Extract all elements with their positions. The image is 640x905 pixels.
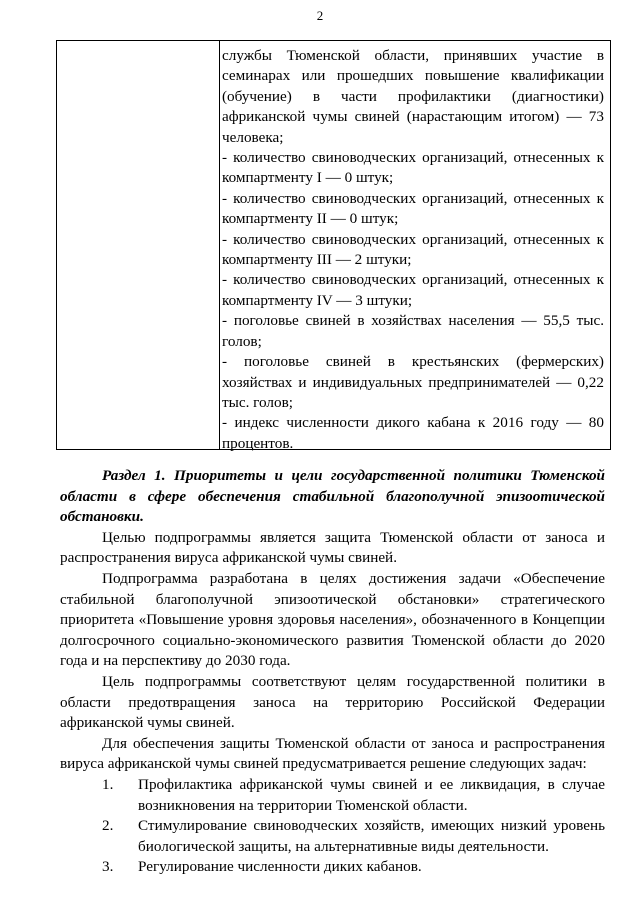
cell-line: - поголовье свиней в крестьянских (фермерских) — [222, 353, 604, 371]
cell-line: - поголовье свиней в хозяйствах населения — 55,5 тыс. — [222, 312, 604, 330]
paragraph: Цель подпрограммы соответствуют целям государственной политики в области предотвращения заноса на территорию Российской Федерации африканской чумы свиней. — [60, 672, 605, 732]
task-number: 1. — [102, 775, 114, 793]
task-text: Регулирование численности диких кабанов. — [138, 858, 422, 876]
paragraph: Целью подпрограммы является защита Тюменской области от заноса и распространения вируса африканской чумы свиней. — [60, 528, 605, 567]
task-text: Профилактика африканской чумы свиней и ее ликвидация, в случае возникновения на территории Тюменской области. — [138, 775, 605, 814]
cell-line: (обучение) в части профилактики (диагностики) — [222, 87, 604, 105]
indicators-table — [56, 40, 611, 450]
table-column-divider — [219, 41, 220, 449]
cell-line: компартменту I — 0 штук; — [222, 169, 394, 187]
cell-line: - индекс численности дикого кабана к 2016 году — 80 — [222, 414, 604, 432]
task-item — [60, 816, 605, 857]
cell-line: человека; — [222, 128, 284, 146]
cell-line: процентов. — [222, 434, 294, 452]
task-number: 2. — [102, 817, 114, 835]
section-heading: Раздел 1. Приоритеты и цели государственной политики Тюменской области в сфере обеспечения стабильной благополучной эпизоотической обстановки. — [60, 467, 605, 526]
task-text: Стимулирование свиноводческих хозяйств, имеющих низкий уровень биологической защиты, на альтернативные виды деятельности. — [138, 817, 605, 855]
cell-line: компартменту IV — 3 штуки; — [222, 291, 413, 309]
task-number: 3. — [102, 858, 114, 876]
cell-line: хозяйствах и индивидуальных предпринимателей — 0,22 — [222, 373, 604, 391]
document-body — [60, 466, 605, 878]
task-item — [60, 857, 605, 878]
table-right-cell — [222, 46, 604, 454]
cell-line: африканской чумы свиней (нарастающим итогом) — 73 — [222, 108, 604, 126]
cell-line: службы Тюменской области, принявших участие в — [222, 47, 604, 64]
task-item — [60, 775, 605, 816]
cell-line: компартменту II — 0 штук; — [222, 210, 399, 228]
cell-line: - количество свиноводческих организаций, отнесенных к — [222, 149, 604, 167]
paragraph: Для обеспечения защиты Тюменской области от заноса и распространения вируса африканской чумы свиней предусматривается решение следующих задач: — [60, 734, 605, 773]
page-number: 2 — [316, 8, 324, 23]
cell-line: семинарах или прошедших повышение квалификации — [222, 67, 604, 85]
cell-line: - количество свиноводческих организаций, отнесенных к — [222, 271, 604, 289]
paragraph: Подпрограмма разработана в целях достижения задачи «Обеспечение стабильной благополучной эпизоотической обстановки» стратегического приоритета «Повышение уровня здоровья населения», обозначенного в Концепции долгосрочного социально-экономического развития Тюменской области до 2020 года и на перспективу до 2030 года. — [60, 569, 605, 670]
cell-line: тыс. голов; — [222, 393, 293, 411]
cell-line: - количество свиноводческих организаций, отнесенных к — [222, 230, 604, 248]
cell-line: - количество свиноводческих организаций, отнесенных к — [222, 189, 604, 207]
cell-line: компартменту III — 2 штуки; — [222, 251, 412, 269]
cell-line: голов; — [222, 332, 262, 350]
